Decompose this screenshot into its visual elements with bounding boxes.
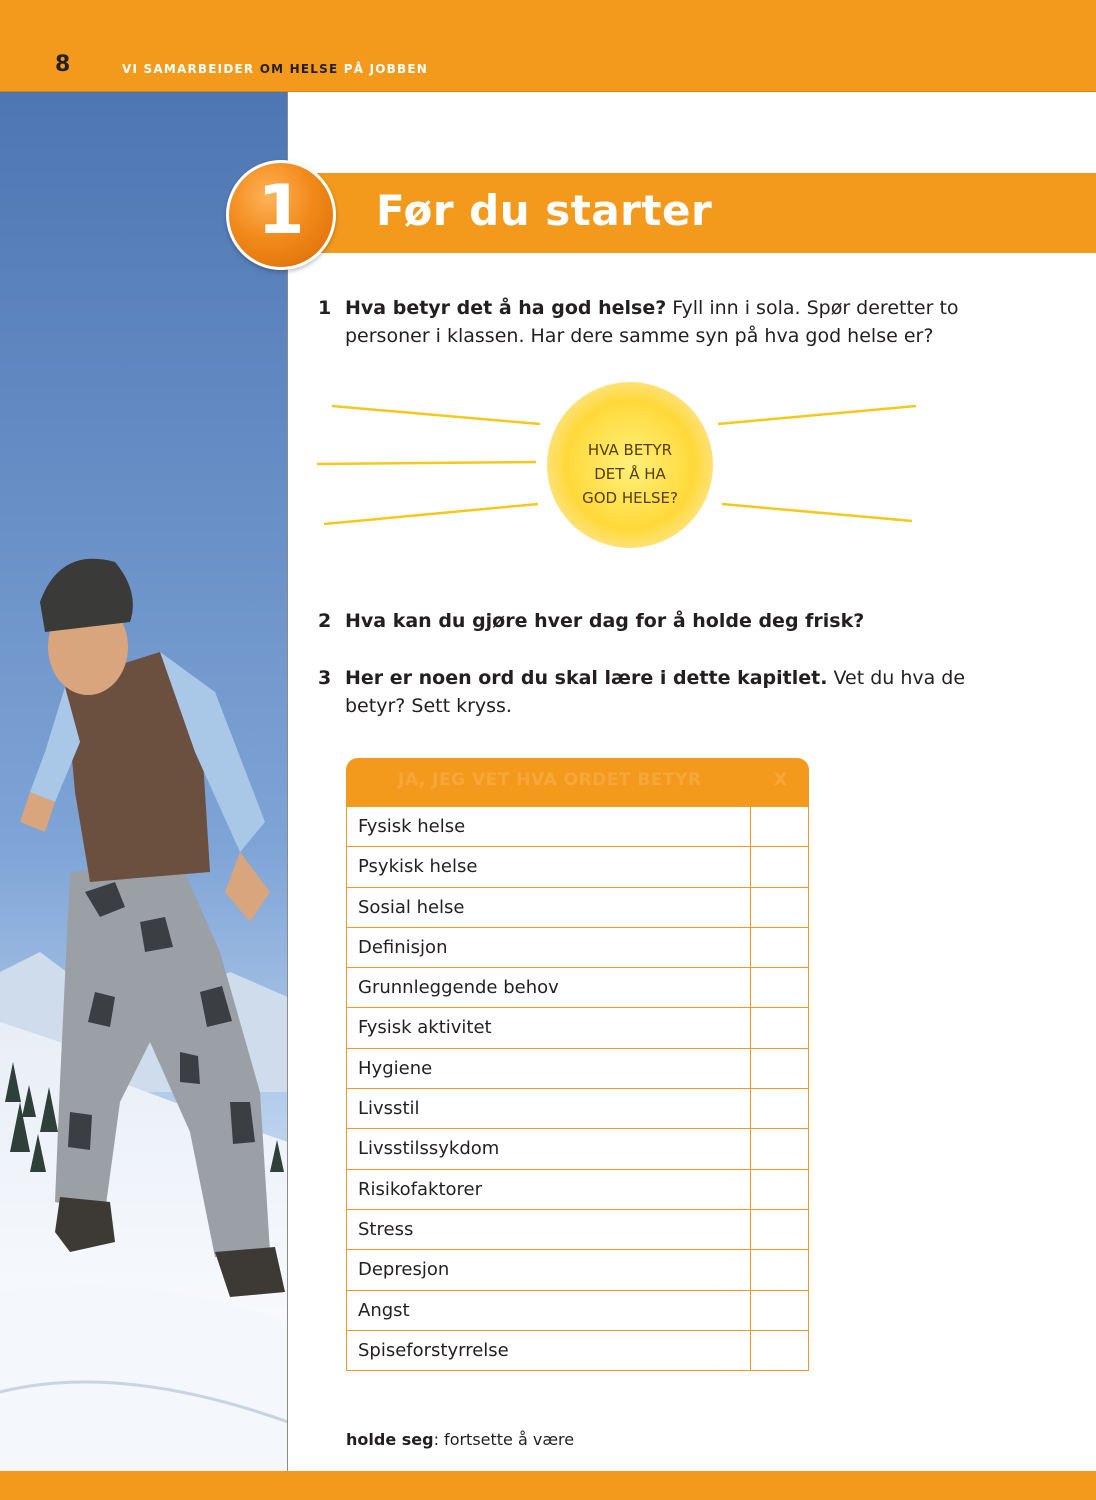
word-cell: Fysisk helse <box>347 807 751 846</box>
word-cell: Livsstilssykdom <box>347 1129 751 1168</box>
sun-label-line1: HVA BETYR <box>587 441 673 459</box>
word-cell: Stress <box>347 1210 751 1249</box>
running-head-part2: OM HELSE <box>259 62 339 76</box>
sun-label <box>547 438 713 510</box>
check-cell[interactable] <box>751 888 808 927</box>
word-cell: Grunnleggende behov <box>347 968 751 1007</box>
running-head <box>122 62 428 76</box>
table-row <box>346 1170 809 1210</box>
sun <box>547 382 713 548</box>
check-cell[interactable] <box>751 807 808 846</box>
table-row <box>346 1089 809 1129</box>
question-body <box>345 664 1018 720</box>
check-cell[interactable] <box>751 1129 808 1168</box>
word-cell: Sosial helse <box>347 888 751 927</box>
table-row <box>346 1250 809 1290</box>
question-body <box>345 607 1018 635</box>
table-row <box>346 1210 809 1250</box>
footnote-definition: : fortsette å være <box>433 1430 575 1449</box>
footnote-term: holde seg <box>346 1430 434 1449</box>
question-number: 3 <box>318 667 332 689</box>
table-row <box>346 1049 809 1089</box>
check-cell[interactable] <box>751 1331 808 1370</box>
check-cell[interactable] <box>751 1049 808 1088</box>
footnote <box>346 1430 574 1449</box>
word-cell: Fysisk aktivitet <box>347 1008 751 1047</box>
sun-diagram <box>300 370 940 570</box>
word-cell: Spiseforstyrrelse <box>347 1331 751 1370</box>
chapter-title: Før du starter <box>376 186 713 235</box>
table-row <box>346 928 809 968</box>
chapter-number-badge <box>226 160 336 270</box>
check-cell[interactable] <box>751 968 808 1007</box>
table-row <box>346 1129 809 1169</box>
question-number: 2 <box>318 610 332 632</box>
word-cell: Depresjon <box>347 1250 751 1289</box>
question-1 <box>318 294 1018 350</box>
header-band <box>0 0 1096 92</box>
word-cell: Hygiene <box>347 1049 751 1088</box>
table-header <box>346 758 809 807</box>
word-cell: Angst <box>347 1291 751 1330</box>
question-lead: Hva betyr det å ha god helse? <box>345 297 667 319</box>
check-cell[interactable] <box>751 847 808 886</box>
table-row <box>346 847 809 887</box>
word-cell: Risikofaktorer <box>347 1170 751 1209</box>
word-cell: Psykisk helse <box>347 847 751 886</box>
snowboarder-illustration <box>0 92 288 1471</box>
question-text: Fyll inn i sola. Spør deretter to personer i klassen. Har dere samme syn på hva god helse er? <box>345 297 959 347</box>
question-3 <box>318 664 1018 720</box>
check-cell[interactable] <box>751 1170 808 1209</box>
word-cell: Livsstil <box>347 1089 751 1128</box>
sun-label-line3: GOD HELSE? <box>582 489 678 507</box>
check-cell[interactable] <box>751 928 808 967</box>
page-number: 8 <box>55 52 71 77</box>
question-lead: Her er noen ord du skal lære i dette kapitlet. <box>345 667 828 689</box>
snowboarder-photo <box>0 92 288 1471</box>
table-row <box>346 807 809 847</box>
table-row <box>346 1291 809 1331</box>
word-cell: Definisjon <box>347 928 751 967</box>
table-row <box>346 1008 809 1048</box>
question-text: Vet du hva de betyr? Sett kryss. <box>345 667 966 717</box>
sun-label-line2: DET Å HA <box>594 465 666 483</box>
question-lead: Hva kan du gjøre hver dag for å holde deg frisk? <box>345 610 865 632</box>
vocabulary-table <box>346 758 809 1371</box>
check-cell[interactable] <box>751 1250 808 1289</box>
table-header-check: X <box>773 770 787 790</box>
table-row <box>346 1331 809 1371</box>
check-cell[interactable] <box>751 1008 808 1047</box>
question-2 <box>318 607 1018 635</box>
running-head-part3: PÅ JOBBEN <box>338 62 429 76</box>
chapter-number: 1 <box>257 171 305 250</box>
check-cell[interactable] <box>751 1089 808 1128</box>
question-body <box>345 294 1018 350</box>
footer-band <box>0 1471 1096 1500</box>
check-cell[interactable] <box>751 1291 808 1330</box>
table-row <box>346 968 809 1008</box>
table-header-word: JA, JEG VET HVA ORDET BETYR <box>398 770 702 790</box>
running-head-part1: VI SAMARBEIDER <box>122 62 260 76</box>
table-row <box>346 888 809 928</box>
question-number: 1 <box>318 297 332 319</box>
check-cell[interactable] <box>751 1210 808 1249</box>
